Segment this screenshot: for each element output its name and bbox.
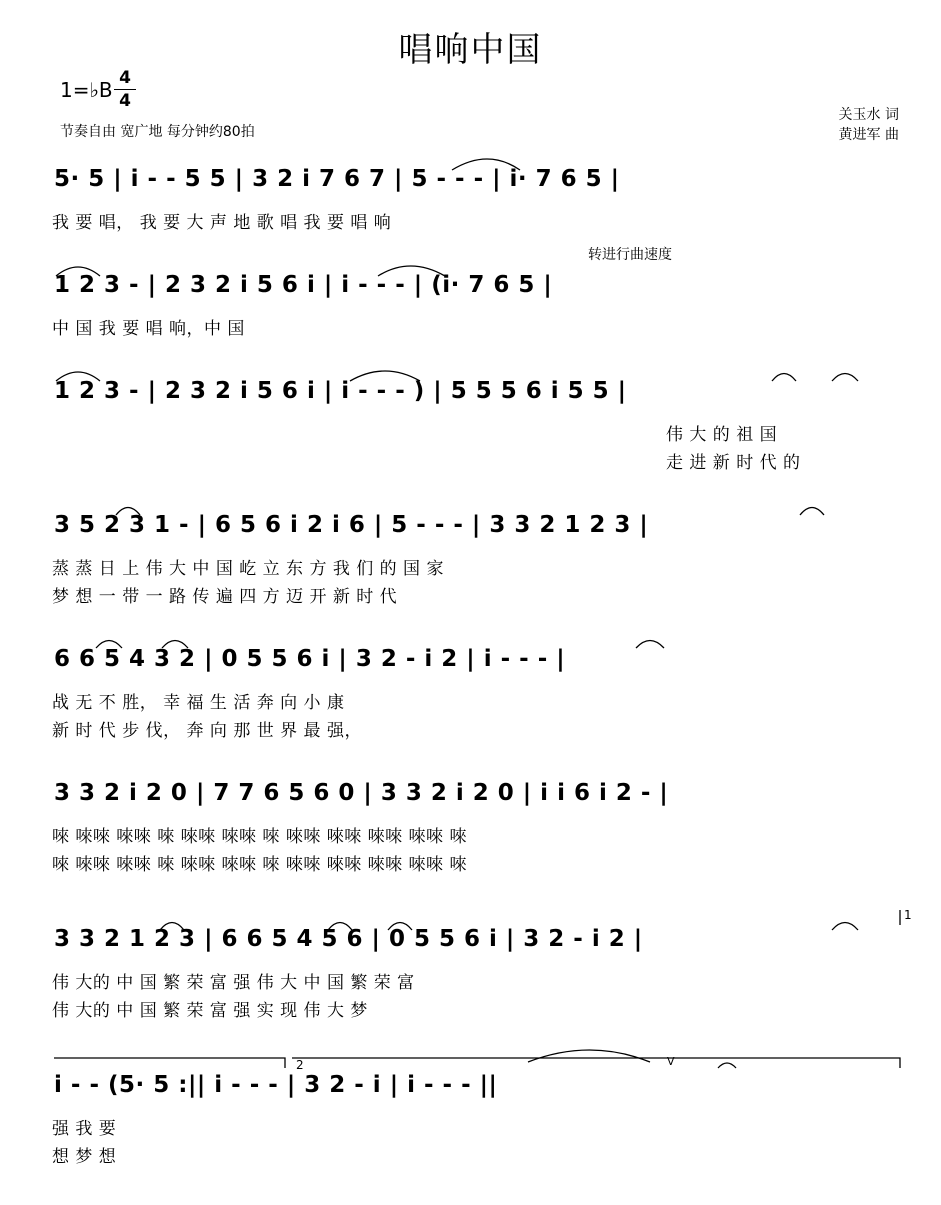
notation-line: i - - (5· 5 :|| i - - - | 3 2 - i | i - - - || — [54, 1072, 498, 1098]
lyric-line-2: 唻 唻唻 唻唻 唻 唻唻 唻唻 唻 唻唻 唻唻 唻唻 唻唻 唻 — [52, 855, 467, 875]
volta-1-line — [54, 1058, 285, 1068]
volta-2-label: 2 — [296, 1058, 304, 1072]
key-signature: 1=♭B — [60, 78, 113, 102]
slur — [636, 641, 664, 649]
page-title: 唱响中国 — [398, 30, 543, 70]
notation-line: 5· 5 | i - - 5 5 | 3 2 i 7 6 7 | 5 - - - | i· 7 6 5 | — [54, 166, 620, 192]
lyric-line-2: 新 时 代 步 伐， 奔 向 那 世 界 最 强， — [52, 721, 362, 741]
tempo-change-marking: 转进行曲速度 — [588, 247, 672, 263]
lyric-line-1: 战 无 不 胜， 幸 福 生 活 奔 向 小 康 — [52, 693, 345, 713]
lyric-line-2: 想 梦 想 — [52, 1147, 117, 1167]
notation-line: 3 5 2 3 1 - | 6 5 6 i 2 i 6 | 5 - - - | 3 3 2 1 2 3 | — [54, 512, 649, 538]
volta-2-line — [292, 1058, 900, 1068]
composer-credit: 黄进军 曲 — [838, 127, 899, 143]
notation-line: 1 2 3 - | 2 3 2 i 5 6 i | i - - - ) | 5 5 5 6 i 5 5 | — [54, 378, 627, 404]
lyric-line-2: 伟 大的 中 国 繁 荣 富 强 实 现 伟 大 梦 — [52, 1001, 368, 1021]
lyric-line-1: 伟 大 的 祖 国 — [666, 425, 778, 445]
slur — [528, 1050, 650, 1062]
lyricist-credit: 关玉水 词 — [838, 107, 899, 123]
fermata — [718, 1063, 736, 1068]
breath-mark: V — [667, 1055, 675, 1068]
lyric-line-2: 梦 想 一 带 一 路 传 遍 四 方 迈 开 新 时 代 — [52, 587, 398, 607]
lyric-line-1: 我 要 唱， 我 要 大 声 地 歌 唱 我 要 唱 响 — [52, 213, 392, 233]
time-signature-bottom: 4 — [119, 91, 131, 111]
lyric-line-1: 中 国 我 要 唱 响，中 国 — [52, 319, 245, 339]
volta-1-label: 1 — [904, 908, 912, 922]
notation-line: 3 3 2 i 2 0 | 7 7 6 5 6 0 | 3 3 2 i 2 0 | i i 6 i 2 - | — [54, 780, 669, 806]
lyric-line-2: 走 进 新 时 代 的 — [666, 453, 801, 473]
slur — [800, 508, 824, 516]
notation-line: 1 2 3 - | 2 3 2 i 5 6 i | i - - - | (i· 7 6 5 | — [54, 272, 553, 298]
slur — [832, 374, 858, 382]
notation-line: 3 3 2 1 2 3 | 6 6 5 4 5 6 | 0 5 5 6 i | 3 2 - i 2 | — [54, 926, 643, 952]
time-signature-top: 4 — [119, 68, 131, 88]
slur — [832, 923, 858, 931]
slur — [772, 374, 796, 382]
tempo-marking: 节奏自由 宽广地 每分钟约80拍 — [60, 124, 255, 140]
lyric-line-1: 唻 唻唻 唻唻 唻 唻唻 唻唻 唻 唻唻 唻唻 唻唻 唻唻 唻 — [52, 827, 467, 847]
lyric-line-1: 伟 大的 中 国 繁 荣 富 强 伟 大 中 国 繁 荣 富 — [52, 973, 415, 993]
notation-line: 6 6 5 4 3 2 | 0 5 5 6 i | 3 2 - i 2 | i - - - | — [54, 646, 566, 672]
lyric-line-1: 蒸 蒸 日 上 伟 大 中 国 屹 立 东 方 我 们 的 国 家 — [52, 559, 444, 579]
lyric-line-1: 强 我 要 — [52, 1119, 117, 1139]
